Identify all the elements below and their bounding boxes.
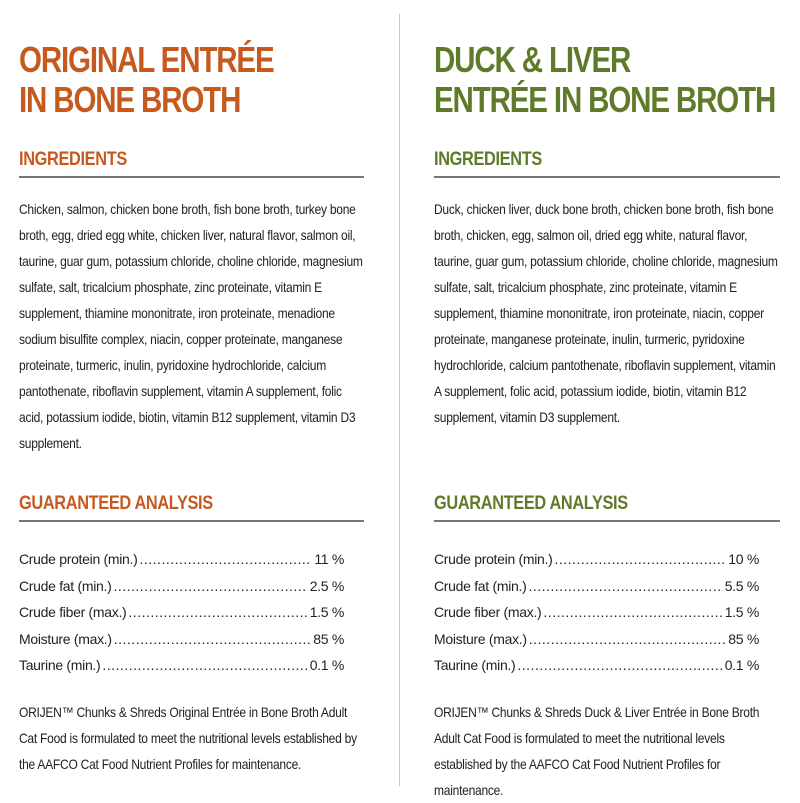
ingredients-text: Duck, chicken liver, duck bone broth, chicken bone broth, fish bone broth, chicken, egg, salmon oil, dried egg white, natural flavor, taurine, guar gum, potassium chloride, choline chloride, magnesium sulfate, salt, tricalcium phosphate, zinc proteinate, vitamin E supplement, thiamine mononitrate, iron proteinate, niacin, copper proteinate, manganese proteinate, inulin, turmeric, pyridoxine hydrochloride, calcium pantothenate, riboflavin supplement, vitamin A supplement, folic acid, potassium iodide, biotin, vitamin B12 supplement, vitamin D3 supplement. bbox=[434, 201, 778, 425]
analysis-label: Taurine (min.) bbox=[19, 657, 101, 673]
dot-leader bbox=[528, 573, 722, 600]
title-line-1: ORIGINAL ENTRÉE bbox=[19, 39, 274, 80]
heading-rule bbox=[434, 520, 780, 522]
analysis-label: Moisture (max.) bbox=[434, 630, 527, 647]
analysis-label: Crude protein (min.) bbox=[434, 551, 553, 567]
analysis-row bbox=[434, 573, 759, 600]
dot-leader bbox=[543, 599, 722, 626]
analysis-value: 85 % bbox=[728, 630, 759, 647]
duck-liver-entree-panel bbox=[434, 40, 780, 803]
analysis-value: 5.5 % bbox=[724, 577, 759, 594]
analysis-value: 2.5 % bbox=[309, 577, 344, 594]
title-line-2: IN BONE BROTH bbox=[19, 79, 241, 120]
analysis-row bbox=[19, 546, 344, 573]
analysis-row bbox=[19, 573, 344, 600]
analysis-label: Crude protein (min.) bbox=[19, 551, 138, 567]
analysis-label: Crude fat (min.) bbox=[434, 577, 527, 594]
dot-leader bbox=[555, 546, 727, 573]
analysis-value: 11 % bbox=[314, 551, 344, 567]
heading-rule bbox=[19, 176, 364, 178]
analysis-value: 1.5 % bbox=[309, 604, 344, 620]
analysis-row bbox=[434, 546, 759, 573]
original-entree-panel bbox=[19, 40, 364, 777]
analysis-label: Crude fat (min.) bbox=[19, 577, 112, 594]
aafco-statement: ORIJEN™ Chunks & Shreds Original Entrée in Bone Broth Adult Cat Food is formulated to meet the nutritional levels established by the AAFCO Cat Food Nutrient Profiles for maintenance. bbox=[19, 703, 357, 772]
product-title bbox=[19, 40, 302, 120]
guaranteed-analysis-list bbox=[434, 546, 759, 679]
dot-leader bbox=[113, 573, 307, 600]
guaranteed-analysis-heading: GUARANTEED ANALYSIS bbox=[19, 493, 213, 514]
column-divider bbox=[399, 14, 400, 786]
analysis-row bbox=[19, 626, 344, 653]
analysis-row bbox=[434, 599, 759, 626]
analysis-label: Taurine (min.) bbox=[434, 657, 516, 673]
analysis-value: 0.1 % bbox=[309, 657, 344, 673]
analysis-value: 0.1 % bbox=[724, 657, 759, 673]
analysis-label: Moisture (max.) bbox=[19, 630, 112, 647]
heading-rule bbox=[434, 176, 780, 178]
dot-leader bbox=[128, 599, 307, 626]
title-line-1: DUCK & LIVER bbox=[434, 39, 631, 80]
analysis-value: 10 % bbox=[728, 551, 759, 567]
dot-leader bbox=[140, 546, 313, 573]
dot-leader bbox=[529, 626, 727, 653]
analysis-value: 1.5 % bbox=[724, 604, 759, 620]
dot-leader bbox=[114, 626, 312, 653]
ingredients-text: Chicken, salmon, chicken bone broth, fish bone broth, turkey bone broth, egg, dried egg white, chicken liver, natural flavor, salmon oil, taurine, guar gum, potassium chloride, choline chloride, magnesium sulfate, salt, tricalcium phosphate, zinc proteinate, vitamin E supplement, thiamine mononitrate, iron proteinate, menadione sodium bisulfite complex, niacin, copper proteinate, manganese proteinate, turmeric, inulin, pyridoxine hydrochloride, calcium pantothenate, riboflavin supplement, vitamin A supplement, folic acid, potassium iodide, biotin, vitamin B12 supplement, vitamin D3 supplement. bbox=[19, 201, 363, 451]
product-title bbox=[434, 39, 776, 120]
aafco-statement: ORIJEN™ Chunks & Shreds Duck & Liver Entrée in Bone Broth Adult Cat Food is formulated to meet the nutritional levels established by the AAFCO Cat Food Nutrient Profiles for maintenance. bbox=[434, 703, 760, 798]
analysis-row bbox=[19, 652, 344, 679]
guaranteed-analysis-list bbox=[19, 546, 344, 679]
dot-leader bbox=[517, 652, 722, 679]
analysis-row bbox=[434, 652, 759, 679]
title-line-2: ENTRÉE IN BONE BROTH bbox=[434, 79, 776, 120]
analysis-row bbox=[19, 599, 344, 626]
analysis-row bbox=[434, 626, 759, 653]
heading-rule bbox=[19, 520, 364, 522]
analysis-value: 85 % bbox=[313, 630, 344, 647]
guaranteed-analysis-heading: GUARANTEED ANALYSIS bbox=[434, 493, 628, 514]
ingredients-heading: INGREDIENTS bbox=[19, 149, 127, 170]
analysis-label: Crude fiber (max.) bbox=[434, 604, 542, 620]
analysis-label: Crude fiber (max.) bbox=[19, 604, 127, 620]
dot-leader bbox=[102, 652, 307, 679]
ingredients-heading: INGREDIENTS bbox=[434, 149, 542, 170]
